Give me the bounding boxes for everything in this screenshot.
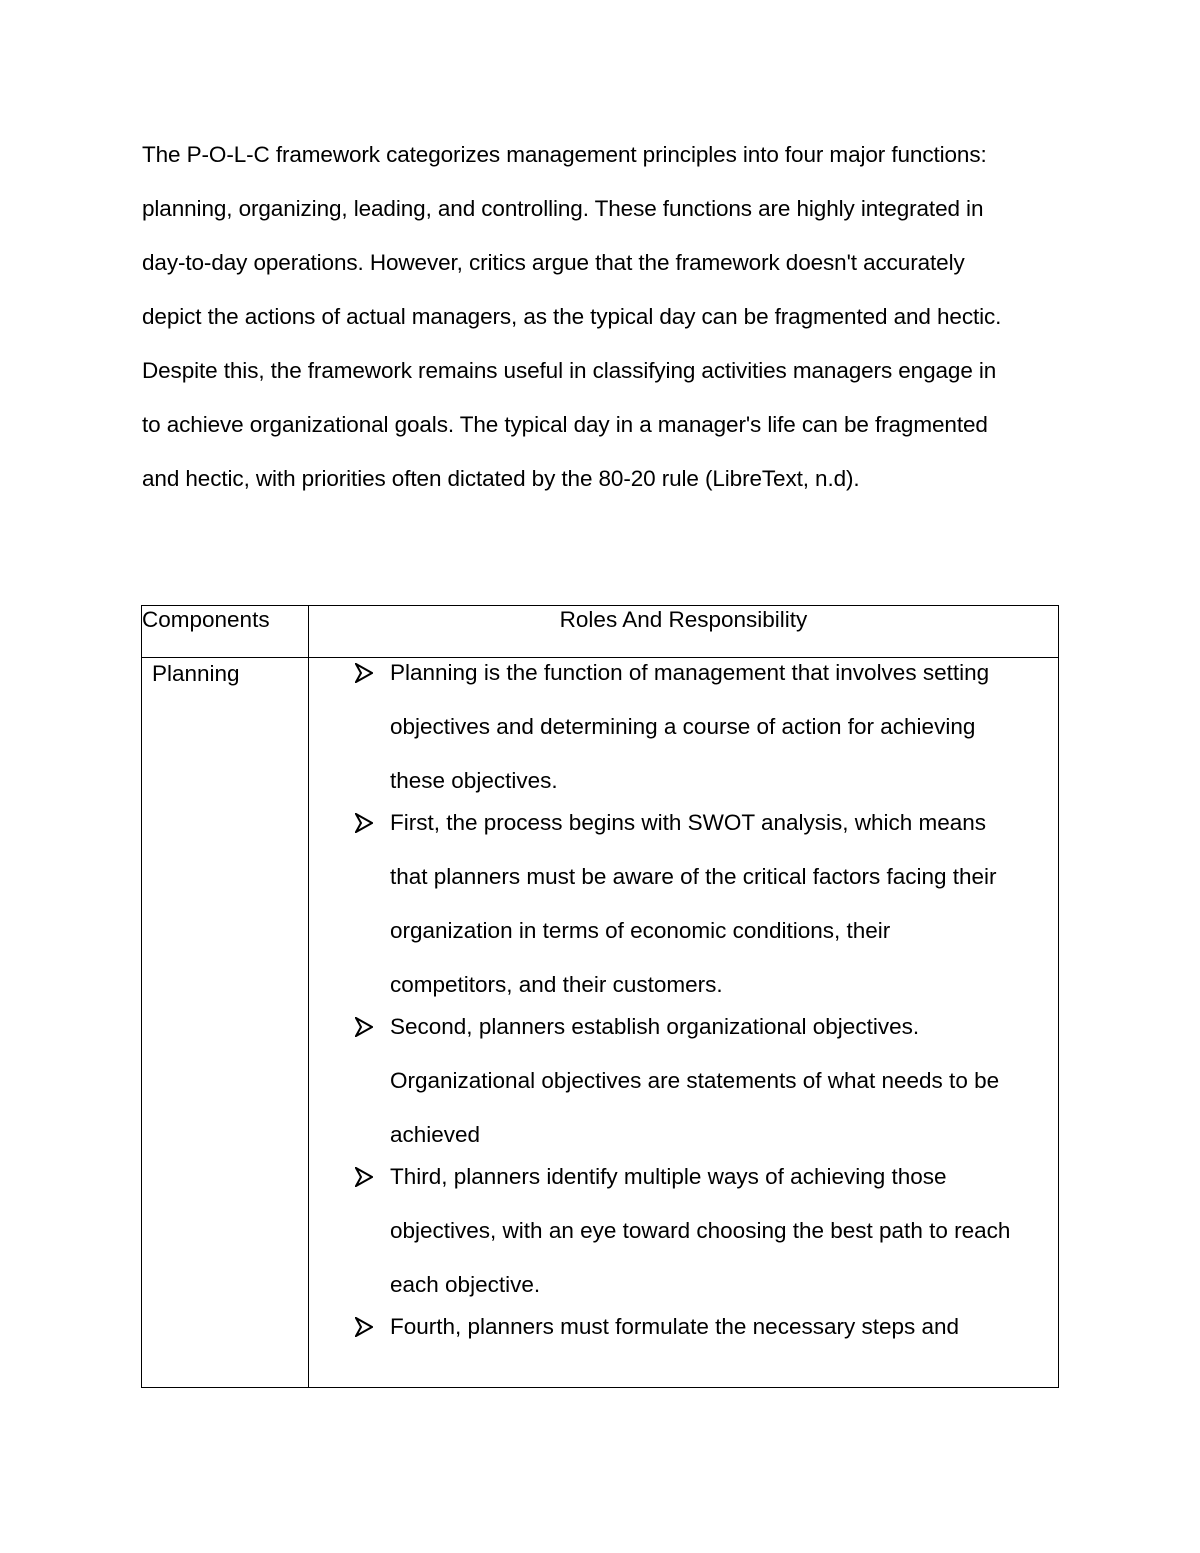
arrowhead-bullet-icon [355, 813, 373, 833]
bullet-line: Planning is the function of management that involves setting [390, 660, 990, 685]
bullet-line: organization in terms of economic conditions, their [390, 918, 891, 943]
arrowhead-bullet-icon [355, 1317, 373, 1337]
bullet-line: these objectives. [390, 768, 558, 793]
arrowhead-bullet-icon [355, 663, 373, 683]
bullet-line: that planners must be aware of the critical factors facing their [390, 864, 997, 889]
intro-line: to achieve organizational goals. The typical day in a manager's life can be fragmented [142, 412, 988, 437]
component-name: Planning [152, 661, 240, 686]
intro-line: Despite this, the framework remains useful in classifying activities managers engage in [142, 358, 997, 383]
bullet-line: competitors, and their customers. [390, 972, 723, 997]
intro-line: and hectic, with priorities often dictated by the 80-20 rule (LibreText, n.d). [142, 466, 860, 491]
list-item [309, 1150, 1058, 1312]
list-item [309, 646, 1058, 808]
table-row [142, 658, 1059, 1388]
bullet-line: Third, planners identify multiple ways of achieving those [390, 1164, 947, 1189]
bullet-line: objectives and determining a course of action for achieving [390, 714, 976, 739]
bullet-line: achieved [390, 1122, 481, 1147]
roles-table [141, 605, 1059, 1388]
roles-cell [309, 658, 1059, 1388]
list-item [309, 1000, 1058, 1162]
bullet-line: Organizational objectives are statements of what needs to be [390, 1068, 1000, 1093]
intro-line: day-to-day operations. However, critics argue that the framework doesn't accurately [142, 250, 965, 275]
header-components: Components [142, 606, 309, 658]
header-roles: Roles And Responsibility [309, 606, 1059, 658]
bullet-line: First, the process begins with SWOT analysis, which means [390, 810, 987, 835]
component-cell [142, 658, 309, 1388]
intro-line: depict the actions of actual managers, as the typical day can be fragmented and hectic. [142, 304, 1002, 329]
bullet-line: Second, planners establish organizational objectives. [390, 1014, 920, 1039]
intro-line: The P-O-L-C framework categorizes management principles into four major functions: [142, 142, 987, 167]
roles-bullet-list [309, 646, 1058, 1354]
arrowhead-bullet-icon [355, 1167, 373, 1187]
intro-line: planning, organizing, leading, and controlling. These functions are highly integrated in [142, 196, 984, 221]
list-item [309, 796, 1058, 1012]
bullet-line: objectives, with an eye toward choosing the best path to reach [390, 1218, 1011, 1243]
bullet-line: each objective. [390, 1272, 541, 1297]
arrowhead-bullet-icon [355, 1017, 373, 1037]
intro-paragraph [142, 128, 1062, 506]
list-item [309, 1300, 1058, 1354]
bullet-line: Fourth, planners must formulate the necessary steps and [390, 1314, 960, 1339]
